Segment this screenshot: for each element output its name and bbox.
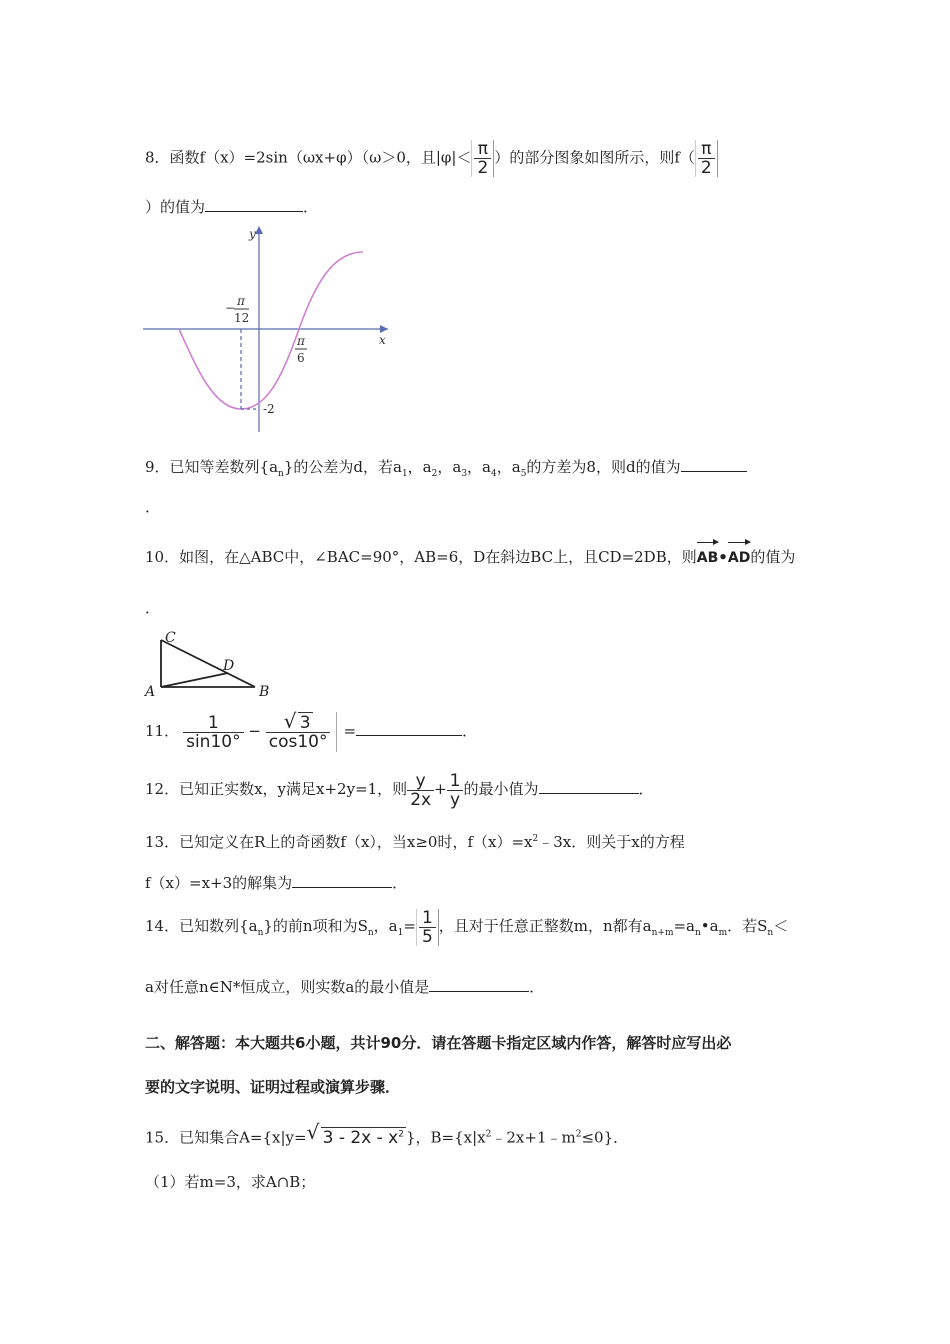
q9-text-b: }的公差为d，若a — [283, 458, 402, 476]
q8-sine-graph — [143, 224, 393, 434]
q8-frac-pi-over-2: $\frac{\pi}{2}$ — [471, 140, 494, 177]
q11-frac1-den: sin10° — [183, 732, 244, 751]
vector-ad-label: AD — [727, 550, 751, 566]
q13-number: 13． — [145, 833, 180, 851]
q12-frac-2 — [447, 772, 464, 809]
q11-answer-blank — [356, 719, 462, 736]
q14-text-g: ．若S — [727, 917, 768, 935]
q15-text-a: 已知集合A={x|y= — [179, 1128, 307, 1147]
label-y: y — [249, 227, 256, 241]
q14-sub-1: 1 — [397, 928, 404, 938]
sqrt-icon: √ 3 — [283, 708, 311, 733]
q8-end: ． — [303, 198, 319, 216]
q8-line1 — [145, 140, 718, 177]
q15-text-d: ≤0}． — [581, 1128, 629, 1147]
q9-sub-2: 2 — [431, 469, 438, 479]
q12-plus: + — [434, 780, 447, 798]
q14-text-f: •a — [700, 917, 719, 935]
q12-frac1-den: 2x — [407, 790, 434, 809]
q9-sep-1: ，a — [407, 458, 432, 476]
q14-answer-blank — [429, 975, 529, 992]
q15-text-b: }，B={x|x — [405, 1128, 486, 1147]
q8-text-c: ）的值为 — [145, 198, 206, 216]
q14-sub-n: n — [257, 928, 264, 938]
vector-arrow-icon — [728, 542, 750, 543]
sine-curve — [179, 252, 363, 409]
q10-end: ． — [145, 599, 161, 617]
q14-frac-den: 5 — [419, 927, 436, 946]
q11-minus: − — [248, 722, 261, 740]
q9-sub-5: 5 — [520, 469, 527, 479]
q14-sub-n-2: n — [367, 928, 374, 938]
q13-line1 — [145, 829, 685, 852]
q9-end: ． — [145, 498, 161, 516]
q8-text-b: ）的部分图象如图所示，则f（ — [494, 148, 695, 167]
q8-frac-pi-over-2-b: $\frac{\pi}{2}$ — [695, 140, 718, 177]
q10-text-a: 如图，在△ABC中，∠BAC=90°，AB=6，D在斜边BC上，且CD=2DB，则 — [179, 548, 697, 566]
q9-sep-2: ，a — [437, 458, 462, 476]
q15-radicand — [321, 1127, 406, 1148]
q14-number: 14． — [145, 917, 180, 935]
q15-part1 — [145, 1172, 315, 1192]
q12-line — [145, 770, 654, 809]
q14-text-c: ，a — [373, 917, 398, 935]
q10-dot: • — [718, 548, 728, 566]
q14-sub-n-4: n — [767, 928, 774, 938]
section2-text-1: 二、解答题：本大题共6小题，共计90分．请在答题卡指定区域内作答，解答时应写出必 — [145, 1034, 732, 1052]
q11-frac-2 — [266, 708, 331, 752]
q11-equals: = — [343, 722, 357, 740]
sqrt-symbol: √ — [306, 1120, 320, 1144]
q14-text-a: 已知数列{a — [179, 917, 258, 935]
q14-line1 — [145, 906, 788, 953]
q8-text-a: 函数f（x）=2sin（ωx+φ）（ω＞0，且|φ|＜ — [169, 148, 472, 167]
vertex-a: A — [145, 684, 156, 698]
section2-heading-line2 — [145, 1077, 400, 1097]
q10-text-b: 的值为 — [750, 548, 796, 566]
q12-frac2-num: 1 — [449, 770, 461, 791]
q14-sub-n-3: n — [695, 928, 701, 938]
q10-line1 — [145, 542, 795, 568]
label-x: x — [379, 333, 386, 347]
q9-sub-4: 4 — [491, 469, 497, 479]
q12-text-b: 的最小值为 — [463, 780, 539, 798]
q10-number: 10． — [145, 548, 180, 566]
q14-line2 — [145, 975, 544, 997]
q12-number: 12． — [145, 780, 180, 798]
q11-frac-1 — [183, 714, 244, 751]
q9-sep-4: ，a — [496, 458, 521, 476]
q9-line1 — [145, 455, 747, 484]
q14-text-e: =a — [673, 917, 695, 935]
q11-end: ． — [462, 722, 478, 740]
q14-text-b: }的前n项和为S — [263, 917, 368, 935]
q9-sub-n: n — [278, 469, 284, 479]
label-min: -2 — [263, 402, 275, 416]
q13-text-b: ﹣3x．则关于x的方程 — [538, 833, 685, 851]
q10-line2 — [145, 598, 160, 618]
q14-frac-1-5 — [416, 909, 439, 946]
q14-sub-nm: n+m — [651, 928, 674, 938]
q12-frac-1 — [407, 772, 434, 809]
q15-sup-2: 2 — [485, 1129, 492, 1140]
q14-end: ． — [529, 978, 545, 996]
q14-text-i: a对任意n∈N*恒成立，则实数a的最小值是 — [145, 978, 430, 996]
q12-frac2-den: y — [447, 790, 464, 809]
q9-line2 — [145, 497, 160, 517]
q12-text-a: 已知正实数x，y满足x+2y=1，则 — [179, 780, 408, 798]
q11-frac2-den: cos10° — [266, 732, 331, 751]
q14-equals: = — [403, 917, 416, 935]
side-cb — [161, 640, 255, 687]
q12-frac1-num: y — [415, 770, 426, 791]
q11-divider — [336, 712, 337, 752]
q15-text-c: ﹣2x+1﹣m — [491, 1128, 576, 1147]
q11-frac2-num — [266, 708, 331, 733]
q15-sup-2b: 2 — [575, 1129, 582, 1140]
q15-line1 — [145, 1118, 628, 1154]
q9-sub-3: 3 — [461, 469, 468, 479]
q8-line2 — [145, 195, 318, 217]
q14-text-d: ，且对于任意正整数m，n都有a — [438, 917, 652, 935]
q10-vector-ab — [697, 542, 719, 568]
q10-vector-ad — [728, 542, 750, 568]
label-neg-pi: π — [237, 294, 245, 308]
q8-number: 8． — [145, 148, 170, 167]
q14-sub-m: m — [718, 928, 728, 938]
q14-frac-num: 1 — [421, 907, 433, 928]
label-6: 6 — [297, 351, 305, 365]
q13-line2 — [145, 871, 407, 893]
y-axis-arrow — [255, 226, 263, 234]
q10-triangle-figure — [143, 630, 278, 698]
q12-answer-blank — [539, 777, 639, 794]
q11-frac1-num: 1 — [207, 712, 219, 733]
vertex-c: C — [165, 630, 176, 646]
q9-text-a: 已知等差数列{a — [169, 458, 279, 476]
q13-end: ． — [392, 874, 408, 892]
sqrt-icon — [307, 1118, 406, 1154]
q9-sub-1: 1 — [401, 469, 408, 479]
segment-ad — [161, 673, 228, 687]
q11-number: 11． — [145, 722, 180, 740]
section2-heading-line1 — [145, 1033, 731, 1053]
q13-answer-blank — [292, 871, 392, 888]
label-neg-sign: − — [225, 301, 236, 315]
vertex-b: B — [259, 684, 270, 698]
q13-sup-2: 2 — [532, 834, 539, 844]
q11-sqrt-radicand: 3 — [299, 712, 311, 733]
q9-text-c: 的方差为8，则d的值为 — [526, 458, 681, 476]
q15-radicand-text: 3 - 2x - x — [322, 1127, 399, 1148]
q12-end: ． — [638, 780, 654, 798]
label-neg-12: 12 — [234, 311, 250, 325]
x-axis-arrow — [380, 325, 388, 333]
q9-number: 9． — [145, 458, 170, 476]
vector-ab-label: AB — [696, 550, 719, 566]
q14-text-h: ＜ — [773, 917, 789, 935]
q9-sep-3: ，a — [467, 458, 491, 476]
q13-text-c: f（x）=x+3的解集为 — [145, 874, 293, 892]
q13-text-a: 已知定义在R上的奇函数f（x），当x≥0时，f（x）=x — [179, 833, 533, 851]
q9-answer-blank — [681, 455, 747, 472]
q8-answer-blank — [205, 195, 303, 212]
vector-arrow-icon — [697, 542, 719, 543]
q11-line — [145, 708, 478, 752]
label-pi: π — [297, 334, 305, 348]
q15-radicand-sup: 2 — [398, 1129, 404, 1139]
vertex-d: D — [223, 658, 235, 674]
q15-part1-text: （1）若m=3，求A∩B； — [145, 1173, 316, 1191]
q15-number: 15． — [145, 1128, 180, 1147]
section2-text-2: 要的文字说明、证明过程或演算步骤． — [145, 1078, 401, 1096]
